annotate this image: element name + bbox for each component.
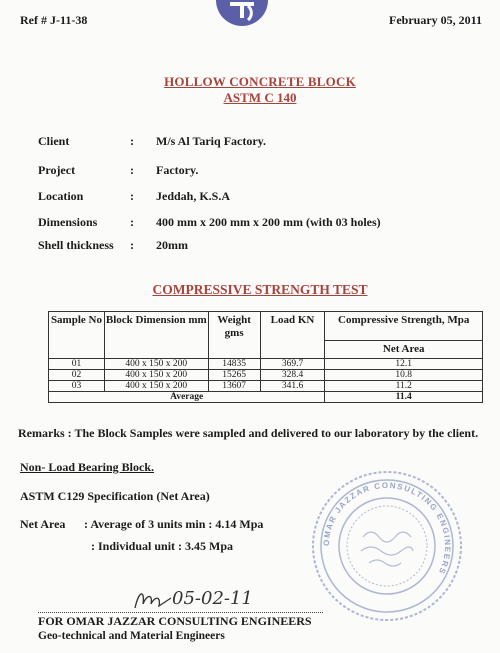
col-net-area: Net Area bbox=[325, 341, 483, 359]
net-area-average-value: : Average of 3 units min : 4.14 Mpa bbox=[84, 517, 264, 531]
info-value: Factory. bbox=[156, 163, 199, 177]
cell-strength: 12.1 bbox=[325, 359, 483, 370]
info-value: 20mm bbox=[156, 238, 188, 252]
company-stamp bbox=[293, 467, 481, 625]
col-compressive-strength: Compressive Strength, Mpa bbox=[325, 312, 483, 341]
info-client: Client : M/s Al Tariq Factory. bbox=[38, 134, 267, 148]
signature-mark-icon bbox=[133, 588, 173, 612]
info-value: 400 mm x 200 mm x 200 mm (with 03 holes) bbox=[156, 215, 381, 229]
cell-load: 328.4 bbox=[260, 370, 325, 381]
signature-line bbox=[38, 612, 323, 613]
info-label: Location bbox=[38, 189, 84, 203]
net-area-individual: : Individual unit : 3.45 Mpa bbox=[91, 539, 234, 553]
cell-sample: 01 bbox=[49, 359, 105, 370]
cell-sample: 03 bbox=[49, 381, 105, 392]
specification: ASTM C129 Specification (Net Area) bbox=[20, 489, 210, 503]
cell-weight: 14835 bbox=[208, 359, 260, 370]
signature-date: 05-02-11 bbox=[172, 588, 253, 609]
cell-dimension: 400 x 150 x 200 bbox=[104, 381, 208, 392]
company-logo-icon bbox=[214, 0, 270, 28]
info-label: Client bbox=[38, 134, 70, 148]
info-location: Location : Jeddah, K.S.A bbox=[38, 189, 231, 203]
table-row bbox=[49, 370, 483, 381]
info-label: Shell thickness bbox=[38, 238, 114, 252]
info-value: Jeddah, K.S.A bbox=[156, 189, 231, 203]
company-subtitle: Geo-technical and Material Engineers bbox=[38, 630, 225, 642]
table-row bbox=[49, 359, 483, 370]
col-load: Load KN bbox=[260, 312, 325, 359]
col-block-dimension: Block Dimension mm bbox=[104, 312, 208, 359]
cell-strength: 11.2 bbox=[325, 381, 483, 392]
info-shell-thickness: Shell thickness : 20mm bbox=[38, 238, 188, 252]
cell-weight: 15265 bbox=[208, 370, 260, 381]
cell-load: 341.6 bbox=[260, 381, 325, 392]
info-value: M/s Al Tariq Factory. bbox=[156, 134, 267, 148]
info-label: Dimensions bbox=[38, 215, 98, 229]
info-project: Project : Factory. bbox=[38, 163, 199, 177]
block-classification: Non- Load Bearing Block. bbox=[20, 460, 155, 474]
cell-dimension: 400 x 150 x 200 bbox=[104, 370, 208, 381]
info-label: Project bbox=[38, 163, 76, 177]
company-name: FOR OMAR JAZZAR CONSULTING ENGINEERS bbox=[38, 614, 312, 628]
section-title: COMPRESSIVE STRENGTH TEST bbox=[152, 282, 368, 297]
col-weight: Weight gms bbox=[208, 312, 260, 359]
results-table bbox=[48, 311, 483, 403]
col-sample-no: Sample No bbox=[49, 312, 105, 359]
remarks: Remarks : The Block Samples were sampled and delivered to our laboratory by the client. bbox=[18, 426, 479, 440]
average-label: Average bbox=[49, 392, 325, 403]
document-date: February 05, 2011 bbox=[389, 13, 482, 27]
cell-strength: 10.8 bbox=[325, 370, 483, 381]
cell-load: 369.7 bbox=[260, 359, 325, 370]
net-area-average bbox=[20, 517, 263, 532]
cell-sample: 02 bbox=[49, 370, 105, 381]
document-title: HOLLOW CONCRETE BLOCK bbox=[164, 74, 356, 89]
net-area-label: Net Area bbox=[20, 517, 66, 531]
stamp-text: OMAR JAZZAR CONSULTING ENGINEERS bbox=[321, 480, 453, 577]
average-value: 11.4 bbox=[325, 392, 483, 403]
table-row bbox=[49, 381, 483, 392]
cell-dimension: 400 x 150 x 200 bbox=[104, 359, 208, 370]
table-average-row bbox=[49, 392, 483, 403]
info-dimensions: Dimensions : 400 mm x 200 mm x 200 mm (with 03 holes) bbox=[38, 215, 381, 229]
document-standard: ASTM C 140 bbox=[223, 90, 297, 105]
reference-number: Ref # J-11-38 bbox=[20, 13, 88, 27]
cell-weight: 13607 bbox=[208, 381, 260, 392]
